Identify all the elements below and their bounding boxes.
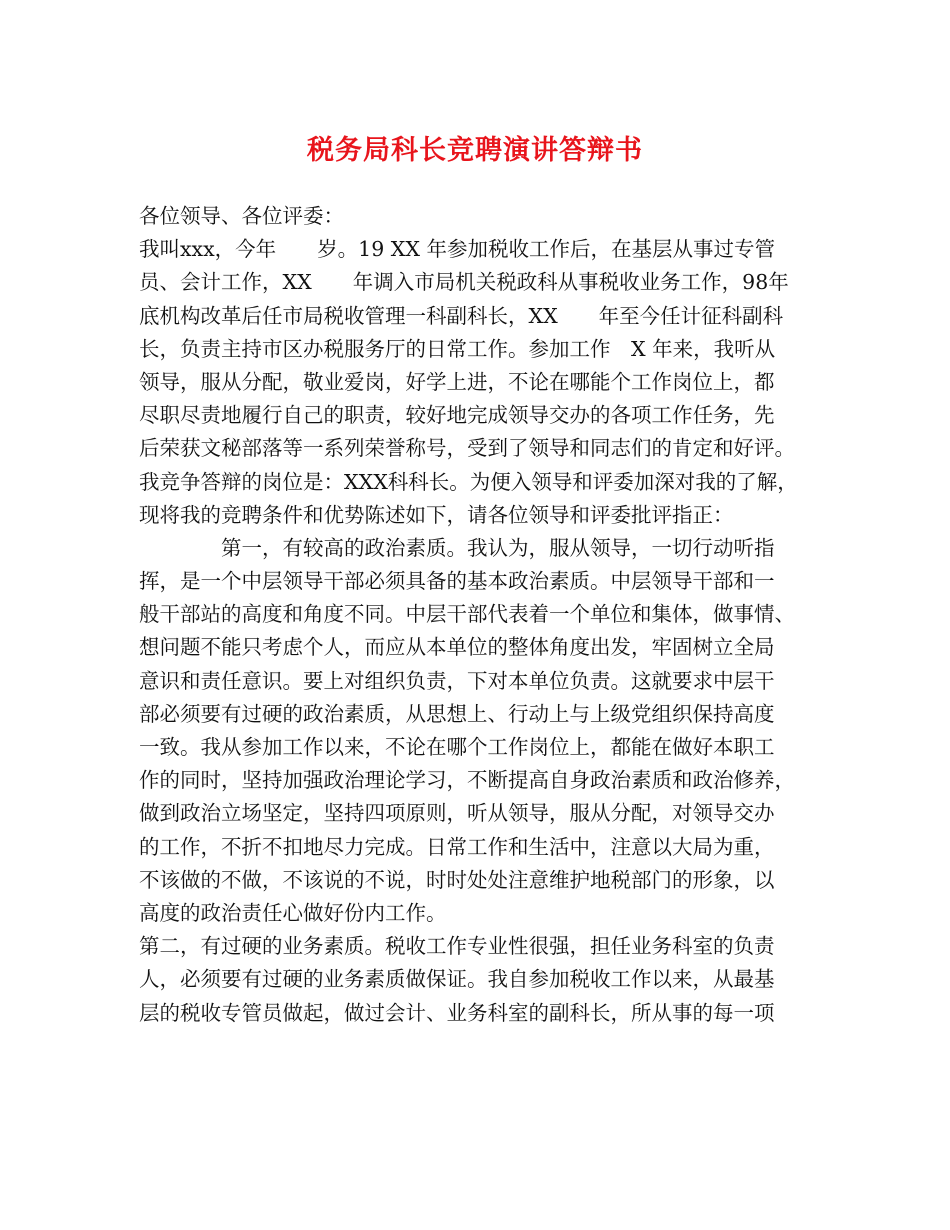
text-line: 高度的政治责任心做好份内工作。 [139, 900, 447, 925]
text-line: 挥，是一个中层领导干部必须具备的基本政治素质。中层领导干部和一 [139, 569, 775, 594]
text-line: 我竞争答辩的岗位是：XXX科科长。为便入领导和评委加深对我的了解， [139, 469, 798, 494]
text-line: 后荣获文秘部落等一系列荣誉称号，受到了领导和同志们的肯定和好评。 [139, 436, 795, 461]
document-title: 税务局科长竞聘演讲答辩书 [307, 135, 643, 166]
text-line: 意识和责任意识。要上对组织负责，下对本单位负责。这就要求中层干 [139, 668, 775, 693]
document-body [139, 200, 829, 1030]
text-line: 底机构改革后任市局税收管理一科副科长，XX 年至今任计征科副科 [139, 303, 784, 328]
text-line: 第一，有较高的政治素质。我认为，服从领导，一切行动听指 [139, 535, 775, 560]
text-line: 领导，服从分配，敬业爱岗，好学上进，不论在哪能个工作岗位上，都 [139, 369, 775, 394]
text-line: 长，负责主持市区办税服务厅的日常工作。参加工作 X 年来，我听从 [139, 336, 776, 361]
text-line: 现将我的竞聘条件和优势陈述如下，请各位领导和评委批评指正： [139, 502, 734, 527]
text-line: 的工作，不折不扣地尽力完成。日常工作和生活中，注意以大局为重， [139, 834, 775, 859]
text-line: 层的税收专管员做起，做过会计、业务科室的副科长，所从事的每一项 [139, 1000, 775, 1025]
text-line: 一致。我从参加工作以来，不论在哪个工作岗位上，都能在做好本职工 [139, 735, 775, 759]
text-line: 各位领导、各位评委： [139, 204, 344, 228]
text-line: 不该做的不做，不该说的不说，时时处处注意维护地税部门的形象，以 [139, 867, 775, 892]
text-line: 第二，有过硬的业务素质。税收工作专业性很强，担任业务科室的负责 [139, 934, 775, 959]
text-line: 作的同时，坚持加强政治理论学习，不断提高自身政治素质和政治修养， [139, 768, 795, 793]
text-line: 部必须要有过硬的政治素质，从思想上、行动上与上级党组织保持高度 [139, 701, 775, 726]
text-line: 做到政治立场坚定，坚持四项原则，听从领导，服从分配，对领导交办 [139, 801, 775, 826]
text-line: 般干部站的高度和角度不同。中层干部代表着一个单位和集体，做事情、 [139, 602, 795, 627]
text-line: 员、会计工作，XX 年调入市局机关税政科从事税收业务工作，98年 [139, 270, 789, 295]
text-line: 想问题不能只考虑个人，而应从本单位的整体角度出发，牢固树立全局 [139, 635, 775, 660]
text-line: 我叫xxx，今年 岁。19 XX 年参加税收工作后，在基层从事过专管 [139, 237, 775, 262]
text-line: 人，必须要有过硬的业务素质做保证。我自参加税收工作以来，从最基 [139, 967, 775, 992]
text-line: 尽职尽责地履行自己的职责，较好地完成领导交办的各项工作任务，先 [139, 403, 775, 428]
